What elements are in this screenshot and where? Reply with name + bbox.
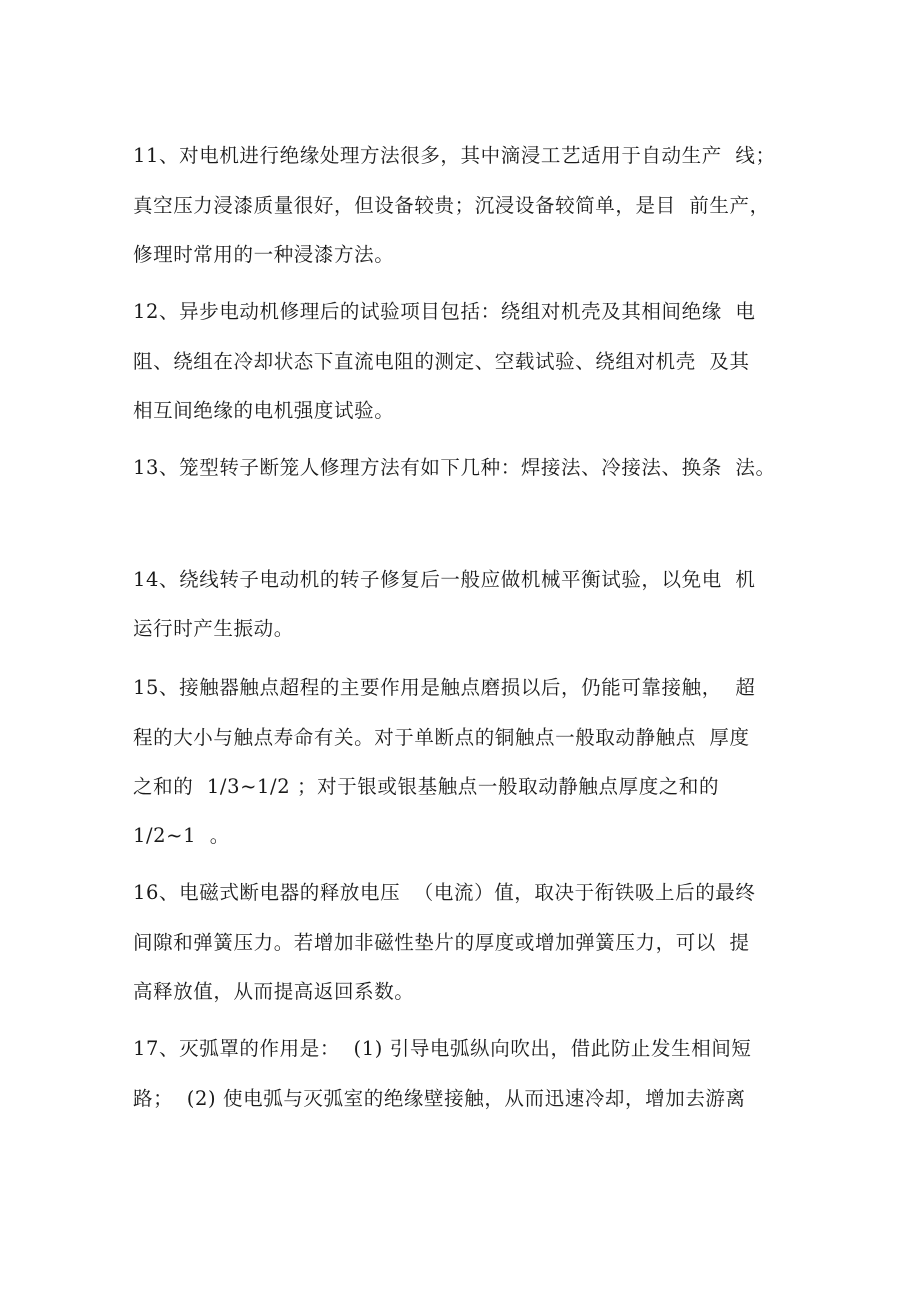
item-11-line-3: 修理时常用的一种浸漆方法。 — [133, 243, 395, 266]
item-16-line-1: 16、电磁式断电器的释放电压 （电流）值，取决于衔铁吸上后的最终 — [133, 881, 756, 904]
item-11-line-1: 11、对电机进行绝缘处理方法很多，其中滴浸工艺适用于自动生产 线； — [133, 144, 776, 167]
item-12-line-3: 相互间绝缘的电机强度试验。 — [133, 399, 395, 422]
item-15-line-2: 程的大小与触点寿命有关。对于单断点的铜触点一般取动静触点 厚度 — [133, 726, 750, 749]
item-16-line-3: 高释放值，从而提高返回系数。 — [133, 980, 415, 1003]
item-17-line-2: 路； (2) 使电弧与灭弧室的绝缘壁接触，从而迅速冷却，增加去游离 — [133, 1087, 746, 1110]
item-12-line-1: 12、异步电动机修理后的试验项目包括：绕组对机壳及其相间绝缘 电 — [133, 300, 756, 323]
item-15-line-1: 15、接触器触点超程的主要作用是触点磨损以后，仍能可靠接触， 超 — [133, 676, 756, 699]
item-11-line-2: 真空压力浸漆质量很好，但设备较贵；沉浸设备较简单，是目 前生产， — [133, 194, 770, 217]
item-14-line-1: 14、绕线转子电动机的转子修复后一般应做机械平衡试验，以免电 机 — [133, 568, 756, 591]
item-15-line-4: 1/2~1 。 — [133, 824, 230, 847]
item-14-line-2: 运行时产生振动。 — [133, 617, 294, 640]
item-16-line-2: 间隙和弹簧压力。若增加非磁性垫片的厚度或增加弹簧压力，可以 提 — [133, 931, 750, 954]
item-15-line-3: 之和的 1/3~1/2 ；对于银或银基触点一般取动静触点厚度之和的 — [133, 775, 720, 798]
item-12-line-2: 阻、绕组在冷却状态下直流电阻的测定、空载试验、绕组对机壳 及其 — [133, 350, 750, 373]
item-13-line-1: 13、笼型转子断笼人修理方法有如下几种：焊接法、冷接法、换条 法。 — [133, 456, 776, 479]
item-17-line-1: 17、灭弧罩的作用是： (1) 引导电弧纵向吹出，借此防止发生相间短 — [133, 1037, 752, 1060]
